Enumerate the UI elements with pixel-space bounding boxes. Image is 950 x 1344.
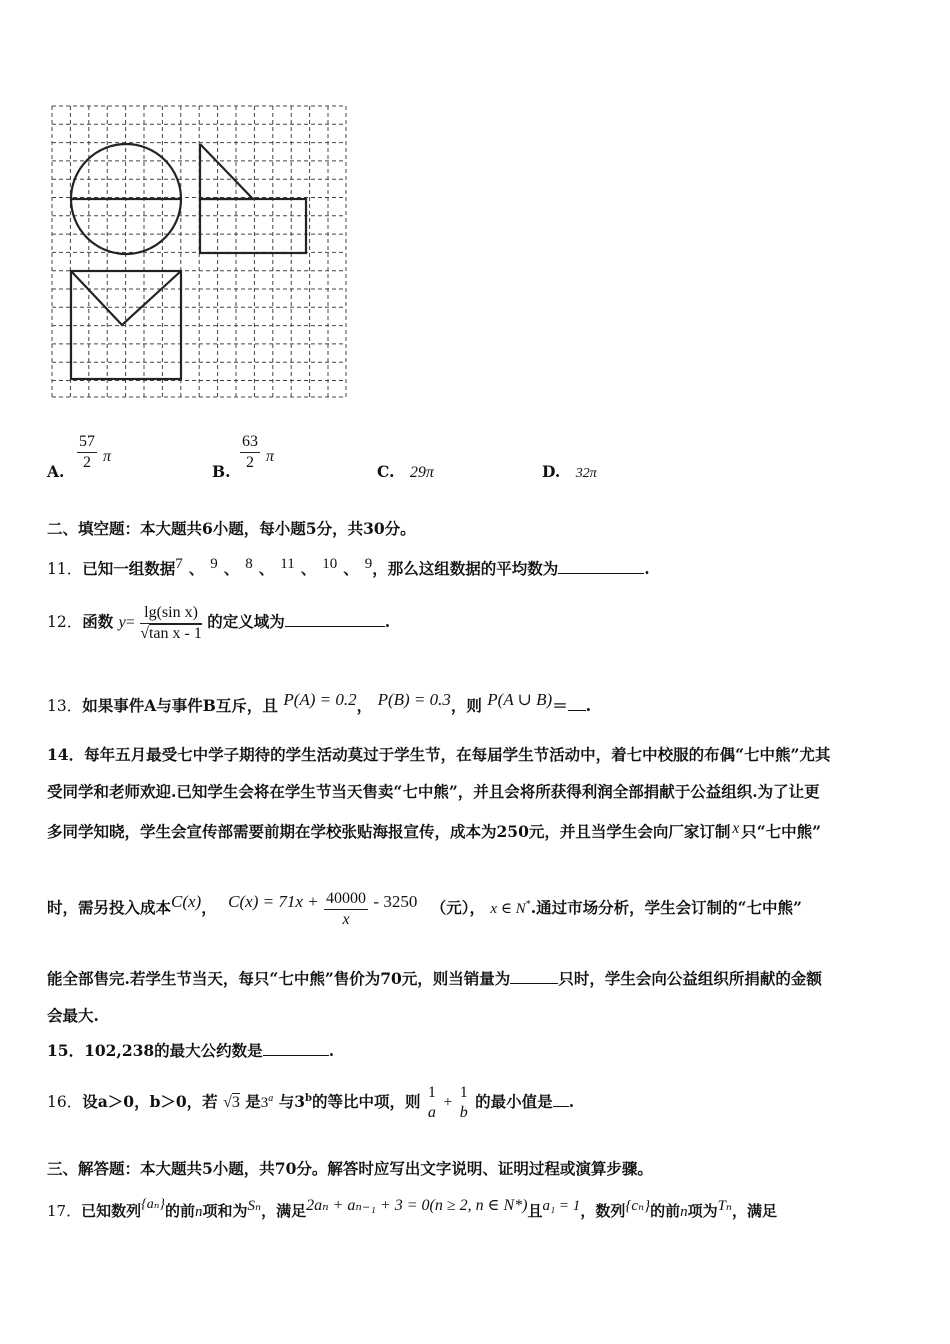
answer-blank[interactable]: [510, 969, 558, 984]
question-14-cost: 时，需另投入成本C(x)， C(x) = 71x + $\frac{40000}{x}$ - 3250 （元）， x ∈ N*.通过市场分析，学生会订制的“七中熊”: [47, 889, 802, 928]
question-13: 13．如果事件A与事件B互斥，且 P(A) = 0.2， P(B) = 0.3，则 P(A ∪ B)＝ .: [47, 690, 592, 715]
section-heading-fill-in: 二、填空题：本大题共6小题，每小题5分，共30分。: [47, 519, 416, 538]
answer-blank[interactable]: [285, 612, 385, 627]
question-11: 11．已知一组数据$^7$ 、 $^9$ 、 $^8$ 、 $^{11}$ 、 $^{10}$ 、 $^9$，那么这组数据的平均数为 .: [47, 556, 650, 579]
question-14: 14．每年五月最受七中学子期待的学生活动莫过于学生节，在每届学生节活动中，着七中校服的布偶“七中熊”尤其 受同学和老师欢迎.已知学生会将在学生节当天售卖“七中熊”，并且会将所获得利润全部捐献于公益组织.为了让更 多同学知晓，学生会宣传部需要前期在学校张贴海报宣传，成本为250元，并且当学生会向厂家订制 x 只“七中熊”: [47, 745, 831, 841]
question-17: 17．已知数列{aₙ}的前n项和为Sₙ，满足2aₙ + aₙ₋₁ + 3 = 0(n ≥ 2, n ∈ N*)且a₁ = 1，数列{cₙ}的前n项为Tₙ，满足: [47, 1197, 778, 1220]
question-14-cont: 能全部售完.若学生节当天，每只“七中熊”售价为70元，则当销量为 只时，学生会向公益组织所捐献的金额 会最大.: [47, 969, 822, 1025]
question-16: 16．设a＞0，b＞0，若 √3 是3$^a$ 与3$^b$的等比中项，则 1 a + 1 b 的最小值是 .: [47, 1084, 575, 1122]
answer-blank[interactable]: [263, 1041, 329, 1056]
question-12: 12．函数 y= $\frac{\text{lg(sin x)}}{\text{√tan x - 1}}$ 的定义域为 .: [47, 603, 391, 642]
question-15: 15．102,238的最大公约数是 .: [47, 1041, 335, 1060]
option-d[interactable]: D. 32π: [542, 462, 597, 481]
answer-blank[interactable]: [553, 1092, 569, 1107]
section-heading-answers: 三、解答题：本大题共5小题，共70分。解答时应写出文字说明、证明过程或演算步骤。: [47, 1159, 653, 1178]
rectangle-shape: [200, 199, 306, 253]
answer-blank[interactable]: [558, 559, 644, 574]
grid-figure: [48, 104, 350, 400]
option-c[interactable]: C. 29π: [377, 462, 434, 481]
answer-blank[interactable]: [568, 696, 586, 711]
